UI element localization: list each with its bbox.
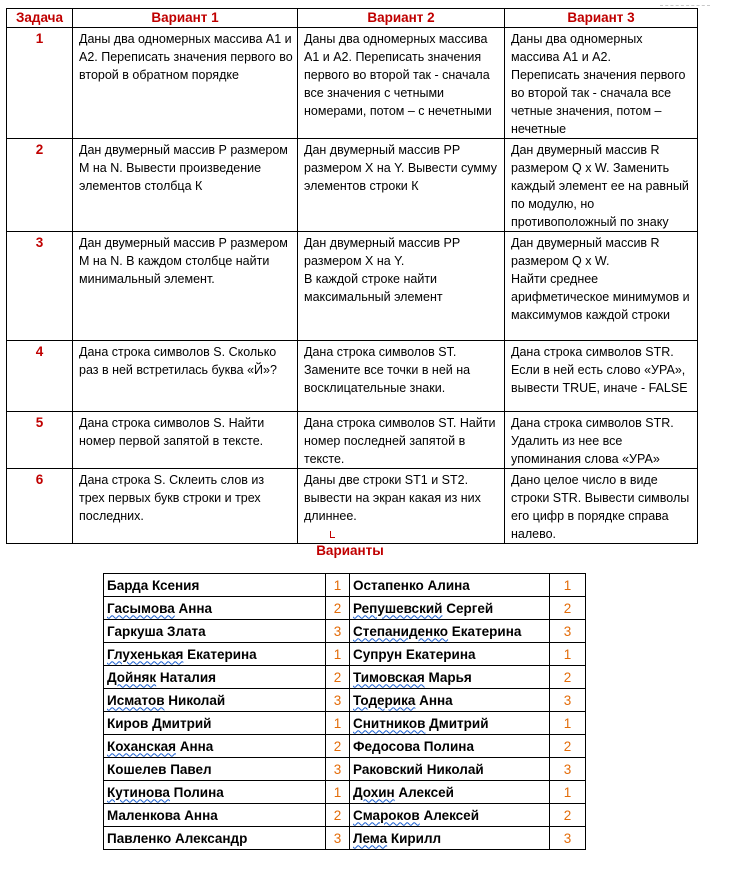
student-row [104, 620, 586, 643]
task-variant-2-text: Дан двумерный массив РР размером Х на Y. Вывести сумму элементов строки К [298, 139, 505, 232]
spellcheck-surname: Снитников [353, 715, 426, 731]
spellcheck-surname: Смароков [353, 807, 420, 823]
task-row [7, 28, 698, 139]
task-row [7, 469, 698, 544]
page-edge-dashed-line [660, 5, 710, 6]
spellcheck-surname: Дохин [353, 784, 395, 800]
student-row [104, 827, 586, 850]
paragraph-anchor-mark [330, 531, 335, 538]
header-variant-3: Вариант 3 [505, 9, 698, 28]
task-row [7, 139, 698, 232]
student-variant-right: 3 [550, 827, 586, 850]
task-variant-1-text: Даны два одномерных массива А1 и А2. Переписать значения первого во второй в обратном порядке [73, 28, 298, 139]
student-name-right: Тимовская Марья [350, 666, 550, 689]
student-name-left: Кутинова Полина [104, 781, 326, 804]
task-row [7, 341, 698, 412]
header-variant-1: Вариант 1 [73, 9, 298, 28]
student-name-left: Исматов Николай [104, 689, 326, 712]
student-variant-right: 3 [550, 620, 586, 643]
student-variant-left: 1 [326, 643, 350, 666]
task-variant-1-text: Дан двумерный массив Р размером M на N. Вывести произведение элементов столбца К [73, 139, 298, 232]
student-name-left: Барда Ксения [104, 574, 326, 597]
task-variant-2-text: Дана строка символов ST. Найти номер последней запятой в тексте. [298, 412, 505, 469]
task-number: 6 [7, 469, 73, 544]
student-name-left: Кошелев Павел [104, 758, 326, 781]
task-variant-2-text: Даны две строки ST1 и ST2. вывести на экран какая из них длиннее. [298, 469, 505, 544]
student-variant-left: 2 [326, 804, 350, 827]
student-variant-right: 1 [550, 712, 586, 735]
student-variant-left: 1 [326, 781, 350, 804]
student-variant-left: 2 [326, 735, 350, 758]
spellcheck-surname: Гасымова [107, 600, 175, 616]
spellcheck-surname: Глухенькая [107, 646, 184, 662]
student-name-right: Тодерика Анна [350, 689, 550, 712]
student-variant-right: 2 [550, 666, 586, 689]
spellcheck-surname: Степаниденко [353, 623, 449, 639]
student-variant-right: 2 [550, 597, 586, 620]
tasks-table [6, 8, 698, 544]
student-name-right: Раковский Николай [350, 758, 550, 781]
student-name-right: Федосова Полина [350, 735, 550, 758]
task-row [7, 412, 698, 469]
spellcheck-surname: Коханская [107, 738, 176, 754]
task-variant-3-text: Даны два одномерных массива А1 и А2. Переписать значения первого во второй так - сначала все четные значения, потом – нечетные [505, 28, 698, 139]
task-variant-1-text: Дана строка символов S. Сколько раз в ней встретилась буква «Й»? [73, 341, 298, 412]
task-number: 4 [7, 341, 73, 412]
student-row [104, 804, 586, 827]
spellcheck-surname: Исматов [107, 692, 165, 708]
tasks-header-row [7, 9, 698, 28]
student-variant-left: 2 [326, 666, 350, 689]
spellcheck-surname: Дойняк [107, 669, 157, 685]
student-row [104, 597, 586, 620]
student-name-left: Коханская Анна [104, 735, 326, 758]
task-number: 3 [7, 232, 73, 341]
student-name-right: Дохин Алексей [350, 781, 550, 804]
student-variant-left: 3 [326, 758, 350, 781]
student-row [104, 574, 586, 597]
student-name-right: Супрун Екатерина [350, 643, 550, 666]
student-name-left: Павленко Александр [104, 827, 326, 850]
variants-title: Варианты [316, 543, 384, 558]
task-variant-1-text: Дан двумерный массив Р размером M на N. В каждом столбце найти минимальный элемент. [73, 232, 298, 341]
task-variant-2-text: Дана строка символов ST. Замените все точки в ней на восклицательные знаки. [298, 341, 505, 412]
student-name-left: Киров Дмитрий [104, 712, 326, 735]
student-row [104, 781, 586, 804]
student-variant-left: 2 [326, 597, 350, 620]
student-variant-left: 3 [326, 689, 350, 712]
student-row [104, 758, 586, 781]
student-name-left: Глухенькая Екатерина [104, 643, 326, 666]
task-row [7, 232, 698, 341]
student-variant-right: 1 [550, 574, 586, 597]
student-row [104, 643, 586, 666]
students-table [103, 573, 586, 850]
student-name-left: Маленкова Анна [104, 804, 326, 827]
header-task: Задача [7, 9, 73, 28]
task-number: 5 [7, 412, 73, 469]
student-name-right: Степаниденко Екатерина [350, 620, 550, 643]
student-variant-left: 1 [326, 574, 350, 597]
task-number: 2 [7, 139, 73, 232]
task-number: 1 [7, 28, 73, 139]
student-name-left: Гасымова Анна [104, 597, 326, 620]
student-name-left: Гаркуша Злата [104, 620, 326, 643]
student-variant-right: 2 [550, 804, 586, 827]
student-variant-right: 2 [550, 735, 586, 758]
task-variant-3-text: Дана строка символов STR. Удалить из нее все упоминания слова «УРА» [505, 412, 698, 469]
student-name-right: Снитников Дмитрий [350, 712, 550, 735]
student-variant-left: 1 [326, 712, 350, 735]
spellcheck-surname: Лема [353, 830, 388, 846]
task-variant-3-text: Дано целое число в виде строки STR. Вывести символы его цифр в порядке справа налево. [505, 469, 698, 544]
student-variant-right: 1 [550, 781, 586, 804]
student-variant-right: 3 [550, 758, 586, 781]
task-variant-2-text: Дан двумерный массив РР размером Х на Y. В каждой строке найти максимальный элемент [298, 232, 505, 341]
student-variant-left: 3 [326, 620, 350, 643]
student-row [104, 689, 586, 712]
spellcheck-surname: Тодерика [353, 692, 416, 708]
student-name-right: Репушевский Сергей [350, 597, 550, 620]
spellcheck-surname: Репушевский [353, 600, 443, 616]
task-variant-2-text: Даны два одномерных массива А1 и А2. Переписать значения первого во второй так - сначала все значения с четными номерами, потом – с нечетными [298, 28, 505, 139]
task-variant-1-text: Дана строка символов S. Найти номер первой запятой в тексте. [73, 412, 298, 469]
spellcheck-surname: Тимовская [353, 669, 425, 685]
student-variant-right: 3 [550, 689, 586, 712]
task-variant-3-text: Дана строка символов STR. Если в ней есть слово «УРА», вывести TRUE, иначе - FALSE [505, 341, 698, 412]
student-row [104, 666, 586, 689]
student-name-right: Лема Кирилл [350, 827, 550, 850]
student-variant-left: 3 [326, 827, 350, 850]
student-row [104, 712, 586, 735]
spellcheck-surname: Кутинова [107, 784, 170, 800]
header-variant-2: Вариант 2 [298, 9, 505, 28]
task-variant-3-text: Дан двумерный массив R размером Q x W. Заменить каждый элемент ее на равный по модулю, но противоположный по знаку [505, 139, 698, 232]
student-name-right: Смароков Алексей [350, 804, 550, 827]
task-variant-1-text: Дана строка S. Склеить слов из трех первых букв строки и трех последних. [73, 469, 298, 544]
student-name-left: Дойняк Наталия [104, 666, 326, 689]
student-row [104, 735, 586, 758]
student-name-right: Остапенко Алина [350, 574, 550, 597]
task-variant-3-text: Дан двумерный массив R размером Q x W. Найти среднее арифметическое минимумов и максимумов каждой строки [505, 232, 698, 341]
student-variant-right: 1 [550, 643, 586, 666]
